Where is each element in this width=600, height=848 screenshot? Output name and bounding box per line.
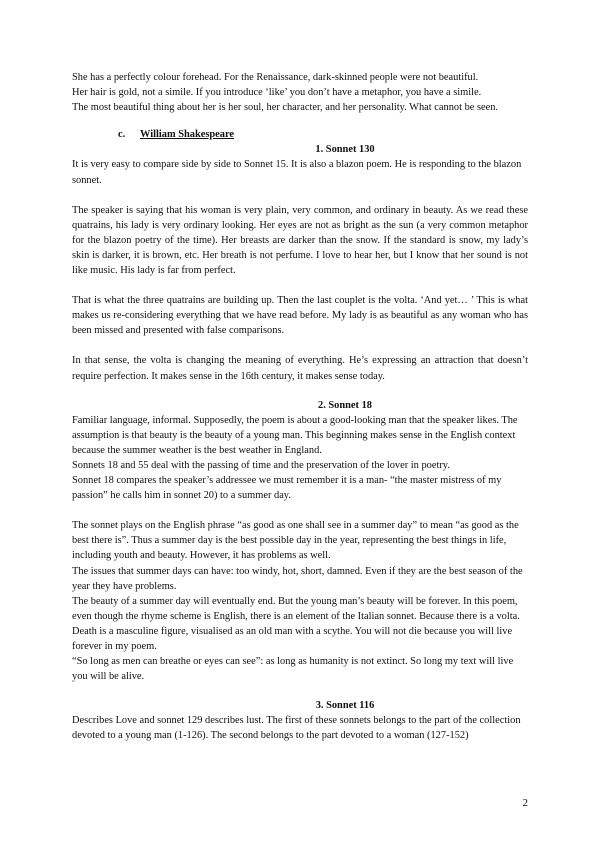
sonnet-18-title: 2. Sonnet 18 xyxy=(318,399,372,411)
sonnet-116-paragraph-1: Describes Love and sonnet 129 describes lust. The first of these sonnets belongs to the part of the collection devoted to a young man (1-126). The second belongs to the part devoted to a woman (127-152) xyxy=(72,715,521,742)
sonnet-18-paragraph-3: Sonnet 18 compares the speaker’s addressee we must remember it is a man- “the master mistress of my passion” he calls him in sonnet 20) to a summer day. xyxy=(72,475,502,502)
section-letter: c. xyxy=(118,129,126,141)
sonnet-18-paragraph-5: The issues that summer days can have: too windy, hot, short, damned. Even if they are the best season of the year they have problems. xyxy=(72,565,523,592)
intro-line-1: She has a perfectly colour forehead. For the Renaissance, dark-skinned people were not beautiful. xyxy=(72,72,479,83)
document-body xyxy=(72,70,528,744)
sonnet-18-paragraph-4: The sonnet plays on the English phrase “as good as one shall see in a summer day” to mean “as good as the best there is”. Thus a summer day is the best possible day in the year, representing the best things in life, including youth and beauty. However, it has problems as well. xyxy=(72,520,519,562)
sonnet-18-paragraph-7: Death is a masculine figure, visualised as an old man with a scythe. You will not die because you will live forever in my poem. xyxy=(72,625,513,652)
section-title: William Shakespeare xyxy=(140,129,235,141)
sonnet-130-paragraph-4: In that sense, the volta is changing the meaning of everything. He’s expressing an attraction that doesn’t require perfection. It makes sense in the 16th century, it makes sense today. xyxy=(72,355,528,382)
sonnet-18-paragraph-6: The beauty of a summer day will eventually end. But the young man’s beauty will be forever. In this poem, even though the rhyme scheme is English, there is an element of the Italian sonnet. Because there is a volta. xyxy=(72,595,520,622)
sonnet-18-paragraph-8: “So long as men can breathe or eyes can see”: as long as humanity is not extinct. So long my text will live you will be alive. xyxy=(72,656,514,683)
page-number: 2 xyxy=(522,797,528,809)
intro-line-3: The most beautiful thing about her is her soul, her character, and her personality. What cannot be seen. xyxy=(72,102,499,114)
sonnet-130-paragraph-2: The speaker is saying that his woman is very plain, very common, and ordinary in beauty. As we read these quatrains, his lady is very ordinary looking. Her eyes are not as bright as the sun (a very common metaphor for the blazon poetry of the time). Her breasts are darker than the snow. If the standard is snow, my lady’s skin is darker, it is brown, etc. Her breath is not perfume. I love to hear her, but I know that her sound is not like music. His lady is far from perfect. xyxy=(72,204,528,277)
sonnet-18-paragraph-1: Familiar language, informal. Supposedly, the poem is about a good-looking man that the speaker likes. The assumption is that beauty is the beauty of a young man. This beginning makes sense in the English context because the summer weather is the best weather in England. xyxy=(72,414,518,456)
sonnet-18-paragraph-2: Sonnets 18 and 55 deal with the passing of time and the preservation of the lover in poetry. xyxy=(72,459,450,471)
section-heading xyxy=(72,127,528,142)
sonnet-130-paragraph-3: That is what the three quatrains are building up. Then the last couplet is the volta. ‘And yet… ’ This is what makes us re-considering everything that we have read before. My lady is as beautiful as any woman who has been missed and presented with false comparisons. xyxy=(72,295,528,337)
sonnet-116-title: 3. Sonnet 116 xyxy=(315,700,375,712)
sonnet-130-paragraph-1: It is very easy to compare side by side to Sonnet 15. It is also a blazon poem. He is responding to the blazon sonnet. xyxy=(72,159,522,186)
sonnet-130-title: 1. Sonnet 130 xyxy=(315,144,375,156)
intro-line-2: Her hair is gold, not a simile. If you introduce ‘like’ you don’t have a metaphor, you have a simile. xyxy=(72,87,482,99)
